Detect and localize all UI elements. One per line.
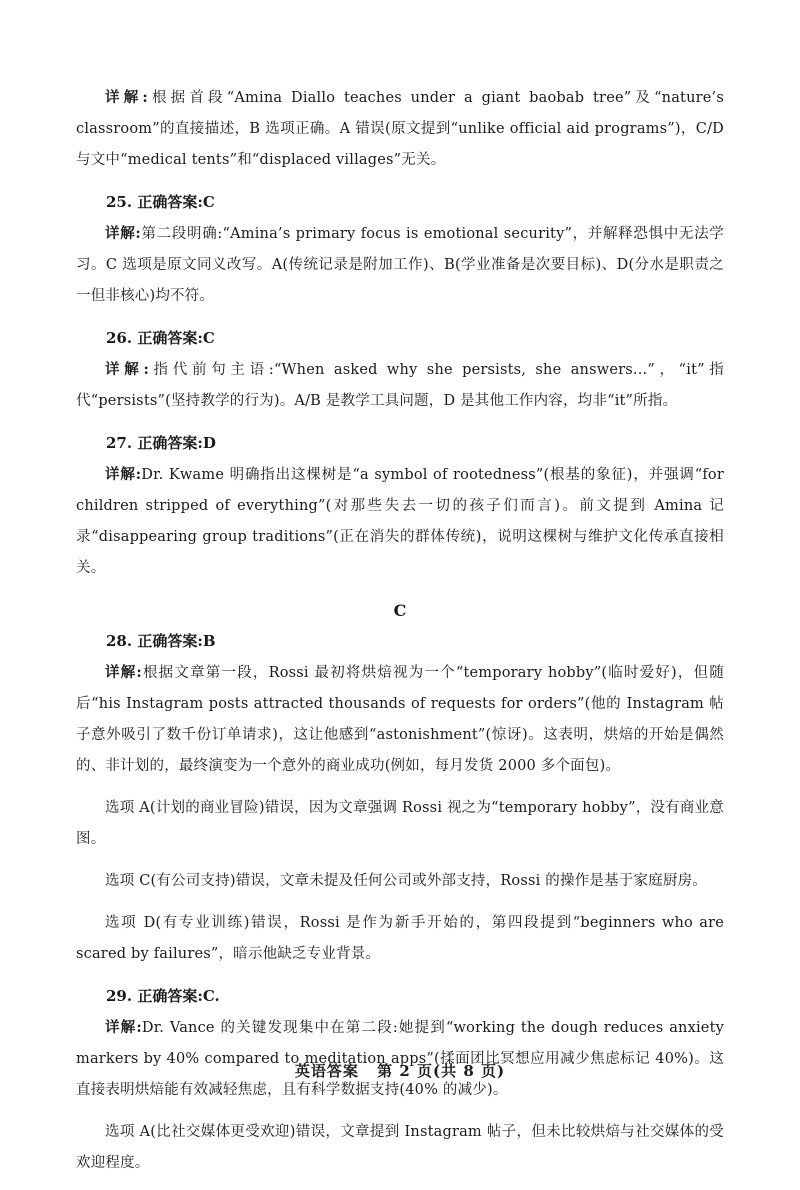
answer-26: 26. 正确答案:C <box>106 329 215 347</box>
explanation-26 <box>76 354 724 417</box>
option-a-analysis-29: 选项 A(比社交媒体更受欢迎)错误，文章提到 Instagram 帖子，但未比较烘焙与社交媒体的受欢迎程度。 <box>76 1124 724 1171</box>
option-c-analysis-28: 选项 C(有公司支持)错误，文章未提及任何公司或外部支持，Rossi 的操作是基于家庭厨房。 <box>105 873 707 889</box>
answer-25: 25. 正确答案:C <box>106 193 215 211</box>
answer-29: 29. 正确答案:C. <box>106 987 220 1005</box>
footer-page-number: 第 2 页(共 8 页) <box>377 1062 506 1080</box>
explanation-label: 详解: <box>105 361 149 378</box>
explanation-label: 详解: <box>105 1019 142 1036</box>
answer-27: 27. 正确答案:D <box>106 434 216 452</box>
option-a-analysis-28: 选项 A(计划的商业冒险)错误，因为文章强调 Rossi 视之为“temporary hobby”，没有商业意图。 <box>76 800 724 847</box>
answer-content <box>76 82 724 1190</box>
page-footer <box>0 1060 800 1081</box>
explanation-text: 第二段明确:“Amina’s primary focus is emotional security”，并解释恐惧中无法学习。C 选项是原文同义改写。A(传统记录是附加工作)、B(学业准备是次要目标)、D(分水是职责之一但非核心)均不符。 <box>76 226 724 304</box>
answer-28: 28. 正确答案:B <box>106 632 216 650</box>
explanation-28 <box>76 657 724 782</box>
explanation-text: 根据文章第一段，Rossi 最初将烘焙视为一个“temporary hobby”(临时爱好)，但随后“his Instagram posts attracted thousands of requests for orders”(他的 Instagram 帖子意外吸引了数千份订单请求)，这让他感到“astonishment”(惊讶)。这表明，烘焙的开始是偶然的、非计划的，最终演变为一个意外的商业成功(例如，每月发货 2000 多个面包)。 <box>76 665 725 774</box>
section-heading-c: C <box>393 601 407 620</box>
footer-subject: 英语答案 <box>294 1062 359 1080</box>
explanation-text: Dr. Vance 的关键发现集中在第二段:她提到“working the dough reduces anxiety markers by 40% compared to meditation apps”(揉面团比冥想应用减少焦虑标记 40%)。这直接表明烘焙能有效减轻焦虑，且有科学数据支持(40% 的减少)。 <box>76 1020 724 1098</box>
explanation-label: 详解: <box>105 225 141 242</box>
explanation-25 <box>76 218 724 312</box>
explanation-label: 详解: <box>105 466 142 483</box>
explanation-24 <box>76 82 724 176</box>
explanation-29 <box>76 1012 724 1106</box>
explanation-27 <box>76 459 724 584</box>
explanation-label: 详解: <box>105 89 148 106</box>
explanation-text: 根据首段“Amina Diallo teaches under a giant baobab tree”及“nature’s classroom”的直接描述，B 选项正确。A 错误(原文提到“unlike official aid programs”)，C/D 与文中“medical tents”和“displaced villages”无关。 <box>76 90 724 168</box>
explanation-text: Dr. Kwame 明确指出这棵树是“a symbol of rootedness”(根基的象征)，并强调“for children stripped of everything”(对那些失去一切的孩子们而言)。前文提到 Amina 记录“disappearing group traditions”(正在消失的群体传统)，说明这棵树与维护文化传承直接相关。 <box>76 467 724 576</box>
explanation-label: 详解: <box>105 664 142 681</box>
option-d-analysis-28: 选项 D(有专业训练)错误，Rossi 是作为新手开始的，第四段提到“beginners who are scared by failures”，暗示他缺乏专业背景。 <box>76 915 724 962</box>
explanation-text: 指代前句主语:“When asked why she persists, she answers...”，“it”指代“persists”(坚持教学的行为)。A/B 是教学工具问题，D 是其他工作内容，均非“it”所指。 <box>76 362 724 409</box>
